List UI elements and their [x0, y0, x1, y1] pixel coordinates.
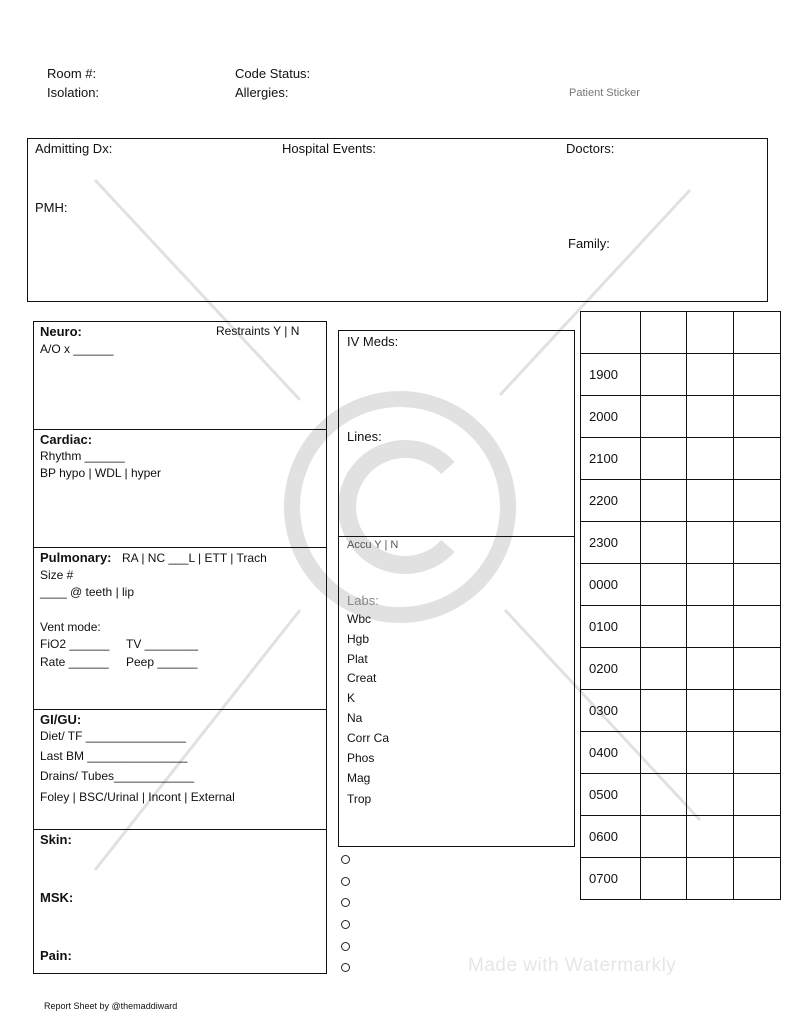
time-row [581, 606, 781, 648]
bullet-circle [341, 963, 350, 972]
time-label: 1900 [581, 354, 641, 396]
time-row [581, 648, 781, 690]
meds-labs-column [338, 330, 575, 847]
rhythm-field: Rhythm ______ [40, 449, 125, 463]
time-grid [580, 311, 781, 900]
time-label: 2000 [581, 396, 641, 438]
pulmonary-options: RA | NC ___L | ETT | Trach [122, 551, 267, 565]
code-status-label: Code Status: [235, 66, 311, 81]
time-grid-header-row [581, 312, 781, 354]
time-row [581, 732, 781, 774]
lab-item: Creat [347, 671, 377, 685]
iv-meds-label: IV Meds: [347, 334, 399, 349]
size-field: Size # [40, 568, 74, 582]
time-row [581, 774, 781, 816]
bullet-circle [341, 942, 350, 951]
time-label: 2100 [581, 438, 641, 480]
time-row [581, 858, 781, 900]
teeth-field: ____ @ teeth | lip [40, 585, 135, 599]
time-row [581, 816, 781, 858]
last-bm-field: Last BM _______________ [40, 749, 188, 763]
allergies-label: Allergies: [235, 85, 289, 100]
bullet-circle [341, 877, 350, 886]
pulmonary-section [34, 547, 326, 709]
ao-field: A/O x ______ [40, 342, 114, 356]
pulmonary-title: Pulmonary: [40, 550, 112, 565]
foley-options: Foley | BSC/Urinal | Incont | External [40, 790, 235, 804]
msk-title: MSK: [40, 890, 74, 905]
lab-item: Plat [347, 652, 368, 666]
isolation-label: Isolation: [47, 85, 100, 100]
time-label: 0600 [581, 816, 641, 858]
time-row [581, 438, 781, 480]
admission-box [27, 138, 768, 302]
watermark-text: Made with Watermarkly [468, 955, 677, 976]
hospital-events-label: Hospital Events: [282, 141, 376, 156]
time-label: 0200 [581, 648, 641, 690]
tv-field: TV ________ [126, 637, 199, 651]
restraints-label: Restraints Y | N [216, 324, 300, 338]
time-label: 2200 [581, 480, 641, 522]
cardiac-section [34, 429, 326, 547]
pain-title: Pain: [40, 948, 72, 963]
accu-label: Accu Y | N [347, 539, 399, 551]
middle-divider [339, 536, 574, 537]
vent-mode-label: Vent mode: [40, 620, 101, 634]
peep-field: Peep ______ [126, 655, 198, 669]
patient-sticker-label: Patient Sticker [569, 87, 640, 99]
time-label: 0100 [581, 606, 641, 648]
footer-credit: Report Sheet by @themaddiward [44, 1001, 178, 1011]
gigu-section [34, 709, 326, 829]
skin-msk-pain-section [34, 829, 326, 972]
neuro-section [34, 322, 326, 429]
lab-item: Wbc [347, 612, 371, 626]
time-label: 0000 [581, 564, 641, 606]
lab-item: Hgb [347, 632, 370, 646]
lab-item: Mag [347, 771, 371, 785]
room-label: Room #: [47, 66, 97, 81]
time-row [581, 480, 781, 522]
bp-field: BP hypo | WDL | hyper [40, 466, 161, 480]
time-label: 2300 [581, 522, 641, 564]
lab-item: Phos [347, 751, 375, 765]
diet-field: Diet/ TF _______________ [40, 729, 186, 743]
lab-item: Na [347, 711, 363, 725]
admitting-dx-label: Admitting Dx: [35, 141, 113, 156]
cardiac-title: Cardiac: [40, 432, 93, 447]
gigu-title: GI/GU: [40, 712, 82, 727]
doctors-label: Doctors: [566, 141, 615, 156]
bullet-circle [341, 855, 350, 864]
labs-title: Labs: [347, 593, 379, 608]
rate-field: Rate ______ [40, 655, 109, 669]
time-label: 0700 [581, 858, 641, 900]
family-label: Family: [568, 236, 610, 251]
lab-item: Corr Ca [347, 731, 390, 745]
time-row [581, 690, 781, 732]
skin-title: Skin: [40, 832, 72, 847]
time-label: 0400 [581, 732, 641, 774]
lab-item: K [347, 691, 356, 705]
fio2-field: FiO2 ______ [40, 637, 110, 651]
bullet-circle [341, 898, 350, 907]
lab-item: Trop [347, 792, 372, 806]
bullet-circle [341, 920, 350, 929]
neuro-title: Neuro: [40, 324, 82, 339]
systems-column [33, 321, 327, 974]
lines-label: Lines: [347, 429, 382, 444]
drains-field: Drains/ Tubes____________ [40, 769, 195, 783]
time-row [581, 564, 781, 606]
time-label: 0300 [581, 690, 641, 732]
time-row [581, 396, 781, 438]
time-label: 0500 [581, 774, 641, 816]
time-row [581, 354, 781, 396]
time-row [581, 522, 781, 564]
pmh-label: PMH: [35, 200, 68, 215]
